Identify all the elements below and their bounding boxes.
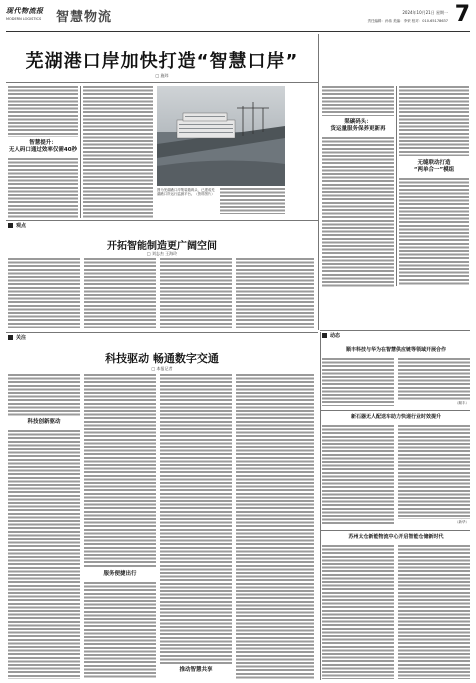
lead-subhead: 智慧提升： 无人码口通过效率仅需40秒 — [8, 140, 78, 153]
news-title-3: 苏州太仓新能物流中心开启智能仓储新时代 — [348, 534, 444, 540]
focus-label-text: 关注 — [16, 335, 27, 341]
news1-col1 — [322, 358, 394, 406]
right-col-divider — [318, 34, 319, 330]
paper-logo: 现代物流报 — [6, 6, 44, 15]
news-rule-1 — [320, 410, 470, 411]
focus-col2a — [84, 374, 156, 568]
col-divider — [80, 86, 81, 218]
focus-col3a — [160, 374, 232, 664]
viewpoint-col1 — [8, 258, 80, 328]
issue-date: 2024年10月21日 星期一 — [402, 10, 448, 15]
news1-source: （顺丰） — [455, 401, 469, 405]
lead-byline: □ 施玮 — [155, 73, 169, 78]
section-name: 智慧物流 — [56, 10, 113, 25]
masthead-rule — [6, 31, 470, 32]
section-marker-icon — [8, 335, 13, 340]
dynamics-label — [322, 332, 340, 339]
right-text-c — [399, 86, 469, 156]
masthead — [6, 4, 470, 30]
news2-col1 — [322, 425, 394, 525]
right-inner-divider — [396, 86, 397, 286]
focus-subhead-2: 服务便捷出行 — [103, 571, 137, 577]
right-text-d — [399, 178, 469, 286]
viewpoint-label-text: 观点 — [16, 223, 27, 229]
focus-subhead-3: 推动智慧共享 — [179, 667, 213, 673]
lead-text-col1a — [8, 86, 78, 137]
dynamics-rule — [320, 330, 470, 331]
focus-col1a — [8, 374, 80, 416]
right-subhead-2: 无缝联动打造 “两单合一”模组 — [413, 160, 455, 173]
lead-text-under-photo — [220, 188, 285, 214]
dynamics-label-text: 动态 — [330, 333, 341, 339]
photo-caption: 图为芜湖港口岸集装箱码头，已建成芜湖港口岸运行监测平台。（资料图片） — [157, 188, 215, 197]
section-marker-icon — [322, 333, 327, 338]
focus-byline: □ 本报记者 — [151, 366, 173, 371]
viewpoint-headline: 开拓智能制造更广阔空间 — [107, 241, 217, 252]
right-text-b — [322, 137, 394, 287]
news-title-1: 顺丰科技与华为在智慧供应链等领域开展合作 — [345, 347, 446, 353]
focus-label — [8, 334, 26, 341]
viewpoint-byline: □ 刘志杰 王海玲 — [146, 251, 178, 256]
section-marker-icon — [8, 223, 13, 228]
editors-line: 责任编辑：孙伟 美编：李荣 校对：010-65178637 — [367, 19, 448, 23]
news2-source: （新华） — [455, 520, 469, 524]
lead-rule — [6, 82, 318, 83]
news-title-2: 新石器无人配送车助力快递行业时效提升 — [350, 414, 441, 420]
port-photo — [157, 86, 285, 186]
focus-divider — [320, 332, 321, 680]
news2-col2 — [398, 425, 470, 519]
lead-headline: 芜湖港口岸加快打造“智慧口岸” — [25, 51, 299, 72]
news-rule-2 — [320, 530, 470, 531]
right-subhead-1: 渠碳码头： 货运量服务保养更新再 — [330, 119, 386, 132]
focus-col1b — [8, 430, 80, 679]
focus-col4 — [236, 374, 314, 679]
right-text-a — [322, 86, 394, 116]
viewpoint-col2 — [84, 258, 156, 328]
news3-col1 — [322, 545, 394, 679]
focus-headline: 科技驱动 畅通数字交通 — [105, 352, 219, 365]
page-number: 7 — [454, 2, 470, 27]
focus-rule — [6, 332, 318, 333]
viewpoint-label — [8, 222, 26, 229]
viewpoint-col4 — [236, 258, 314, 328]
lead-text-col1b — [8, 158, 78, 218]
paper-subtitle: MODERN LOGISTICS — [6, 17, 42, 21]
lead-text-col2 — [83, 86, 153, 218]
focus-col2b — [84, 582, 156, 679]
viewpoint-col3 — [160, 258, 232, 328]
news1-col2 — [398, 358, 470, 400]
news3-col2 — [398, 545, 470, 679]
focus-subhead-1: 科技创新驱动 — [27, 419, 61, 425]
viewpoint-rule — [6, 220, 318, 221]
